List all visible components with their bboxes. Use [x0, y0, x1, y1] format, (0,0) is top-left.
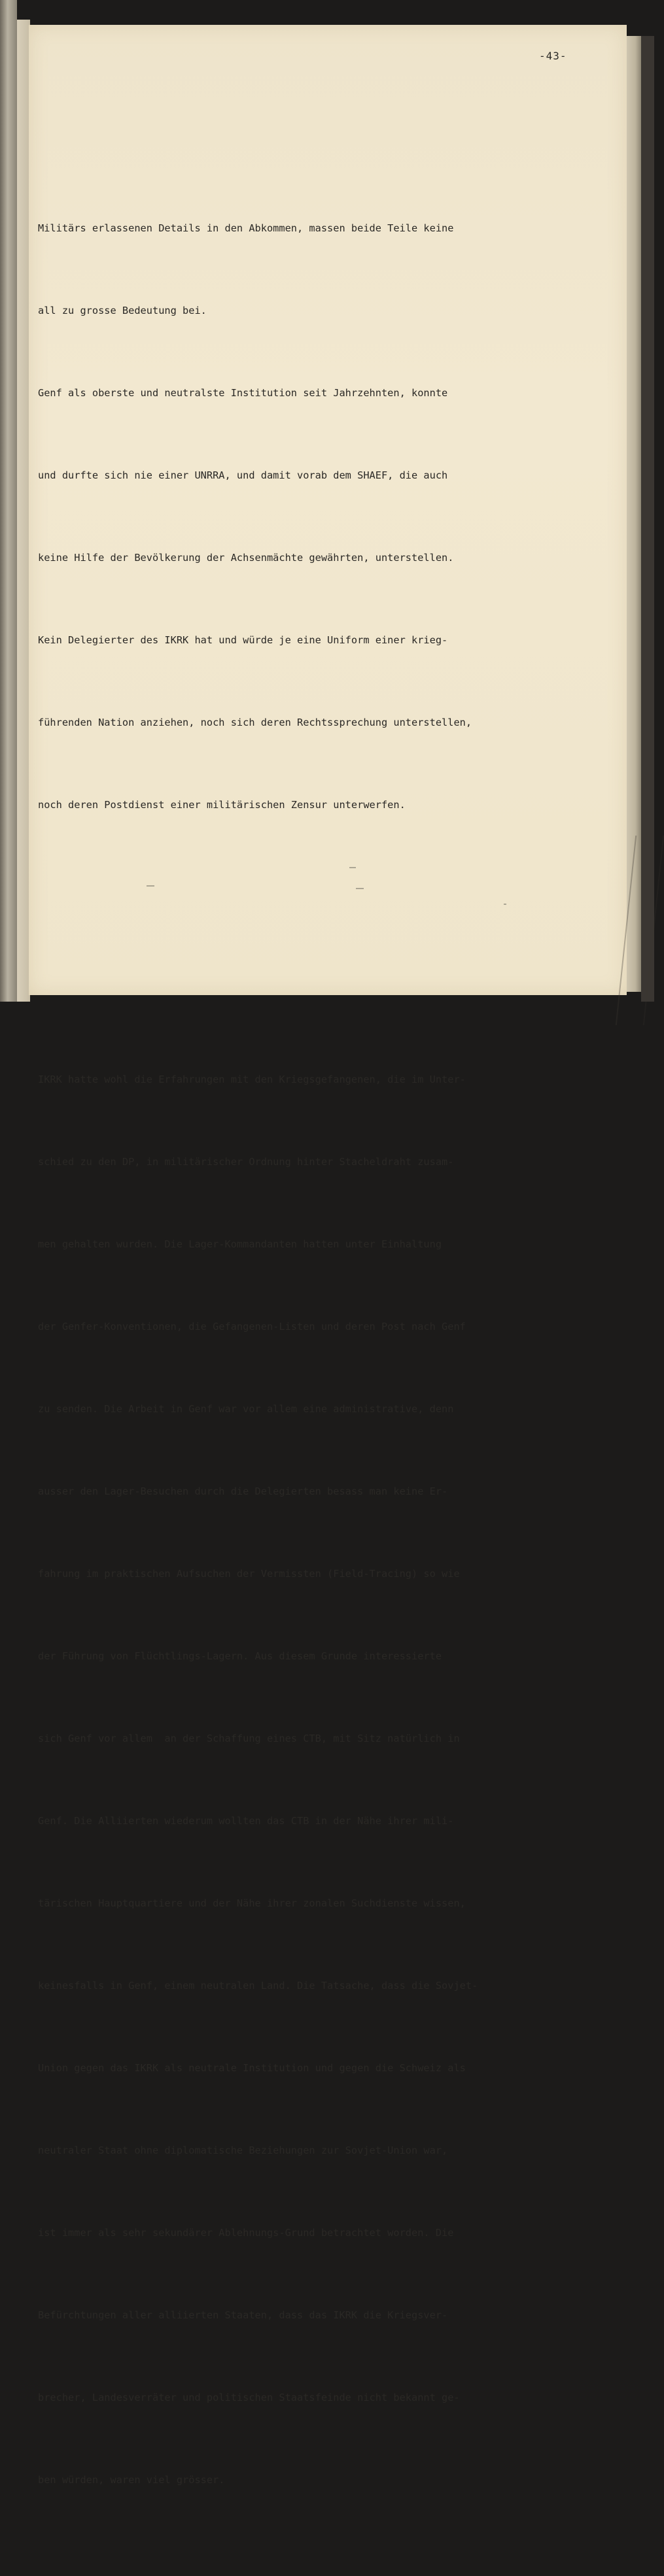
text-line: brecher, Landesverräter und politischen Staatsfeinde nicht bekannt ge-	[38, 2392, 460, 2403]
text-line: Genf als oberste und neutralste Institution seit Jahrzehnten, konnte	[38, 387, 448, 399]
text-line: Kein Delegierter des IKRK hat und würde je eine Uniform einer krieg-	[38, 634, 448, 646]
paragraph-2	[38, 1011, 601, 2549]
text-line: Befürchtungen aller alliierten Staaten, dass das IKRK die Kriegsver-	[38, 2309, 448, 2321]
text-line: der Genfer-Konventionen, die Gefangenen-Listen und deren Post nach Genf	[38, 1321, 466, 1332]
text-line: zu senden. Die Arbeit in Genf war vor allem eine administrative, denn	[38, 1403, 454, 1415]
typewritten-text	[38, 105, 601, 2576]
text-line: sich Genf vor allem an der Schaffung eines CTB, mit Sitz natürlich in	[38, 1733, 460, 1744]
text-line: keinesfalls in Genf, einem neutralen Land. Die Tatsache, dass die Sovjet-	[38, 1980, 478, 1991]
text-line: schied zu den DP, in militärischer Ordnung hinter Stacheldraht zusam-	[38, 1156, 454, 1168]
text-line: ben würden, waren viel grösser.	[38, 2474, 225, 2486]
text-line: Union gegen das IKRK als neutrale Institution und gegen die Schweiz als	[38, 2062, 466, 2074]
text-line: führenden Nation anziehen, noch sich deren Rechtssprechung unterstellen,	[38, 717, 472, 728]
page-clip	[616, 836, 664, 1025]
text-line: men gehalten wurden. Die Lager-Kommandanten hatten unter Einhaltung	[38, 1238, 442, 1250]
text-line: neutraler Staat ohne diplomatische Beziehungen zur Sovjet-Union war,	[38, 2144, 448, 2156]
paragraph-gap	[38, 928, 601, 956]
text-line: der Führung von Flüchtlings-Lagern. Aus diesem Grunde interessierte	[38, 1650, 442, 1662]
text-line: keine Hilfe der Bevölkerung der Achsenmächte gewährten, unterstellen.	[38, 552, 454, 564]
text-line: Militärs erlassenen Details in den Abkommen, massen beide Teile keine	[38, 222, 454, 234]
text-line: fahrung im praktischen Aufsuchen der Vermissten (Field-Tracing) so wie	[38, 1568, 460, 1580]
paragraph-1	[38, 160, 601, 873]
text-line: tärischen Hauptquartiere und der Nähe ihrer zonalen Suchdienste wissen,	[38, 1897, 466, 1909]
text-line: noch deren Postdienst einer militärischen Zensur unterwerfen.	[38, 799, 406, 811]
book-binding	[0, 0, 17, 1002]
text-line: Genf. Die Alliierten wiederum wollten das CTB in der Nähe ihrer mili-	[38, 1815, 454, 1827]
text-line: IKRK hatte wohl die Erfahrungen mit den Kriegsgefangenen, die im Unter-	[38, 1074, 466, 1085]
page-number: -43-	[539, 50, 567, 62]
previous-page-edge	[17, 20, 30, 1002]
text-line: und durfte sich nie einer UNRRA, und damit vorab dem SHAEF, die auch	[38, 469, 448, 481]
text-line: ausser den Lager-Besuchen durch die Delegierten besass man keine Er-	[38, 1485, 448, 1497]
text-line: all zu grosse Bedeutung bei.	[38, 305, 207, 316]
text-line: ist immer als sehr sekundärer Ablehnungs-Grund betrachtet worden. Die	[38, 2227, 454, 2239]
